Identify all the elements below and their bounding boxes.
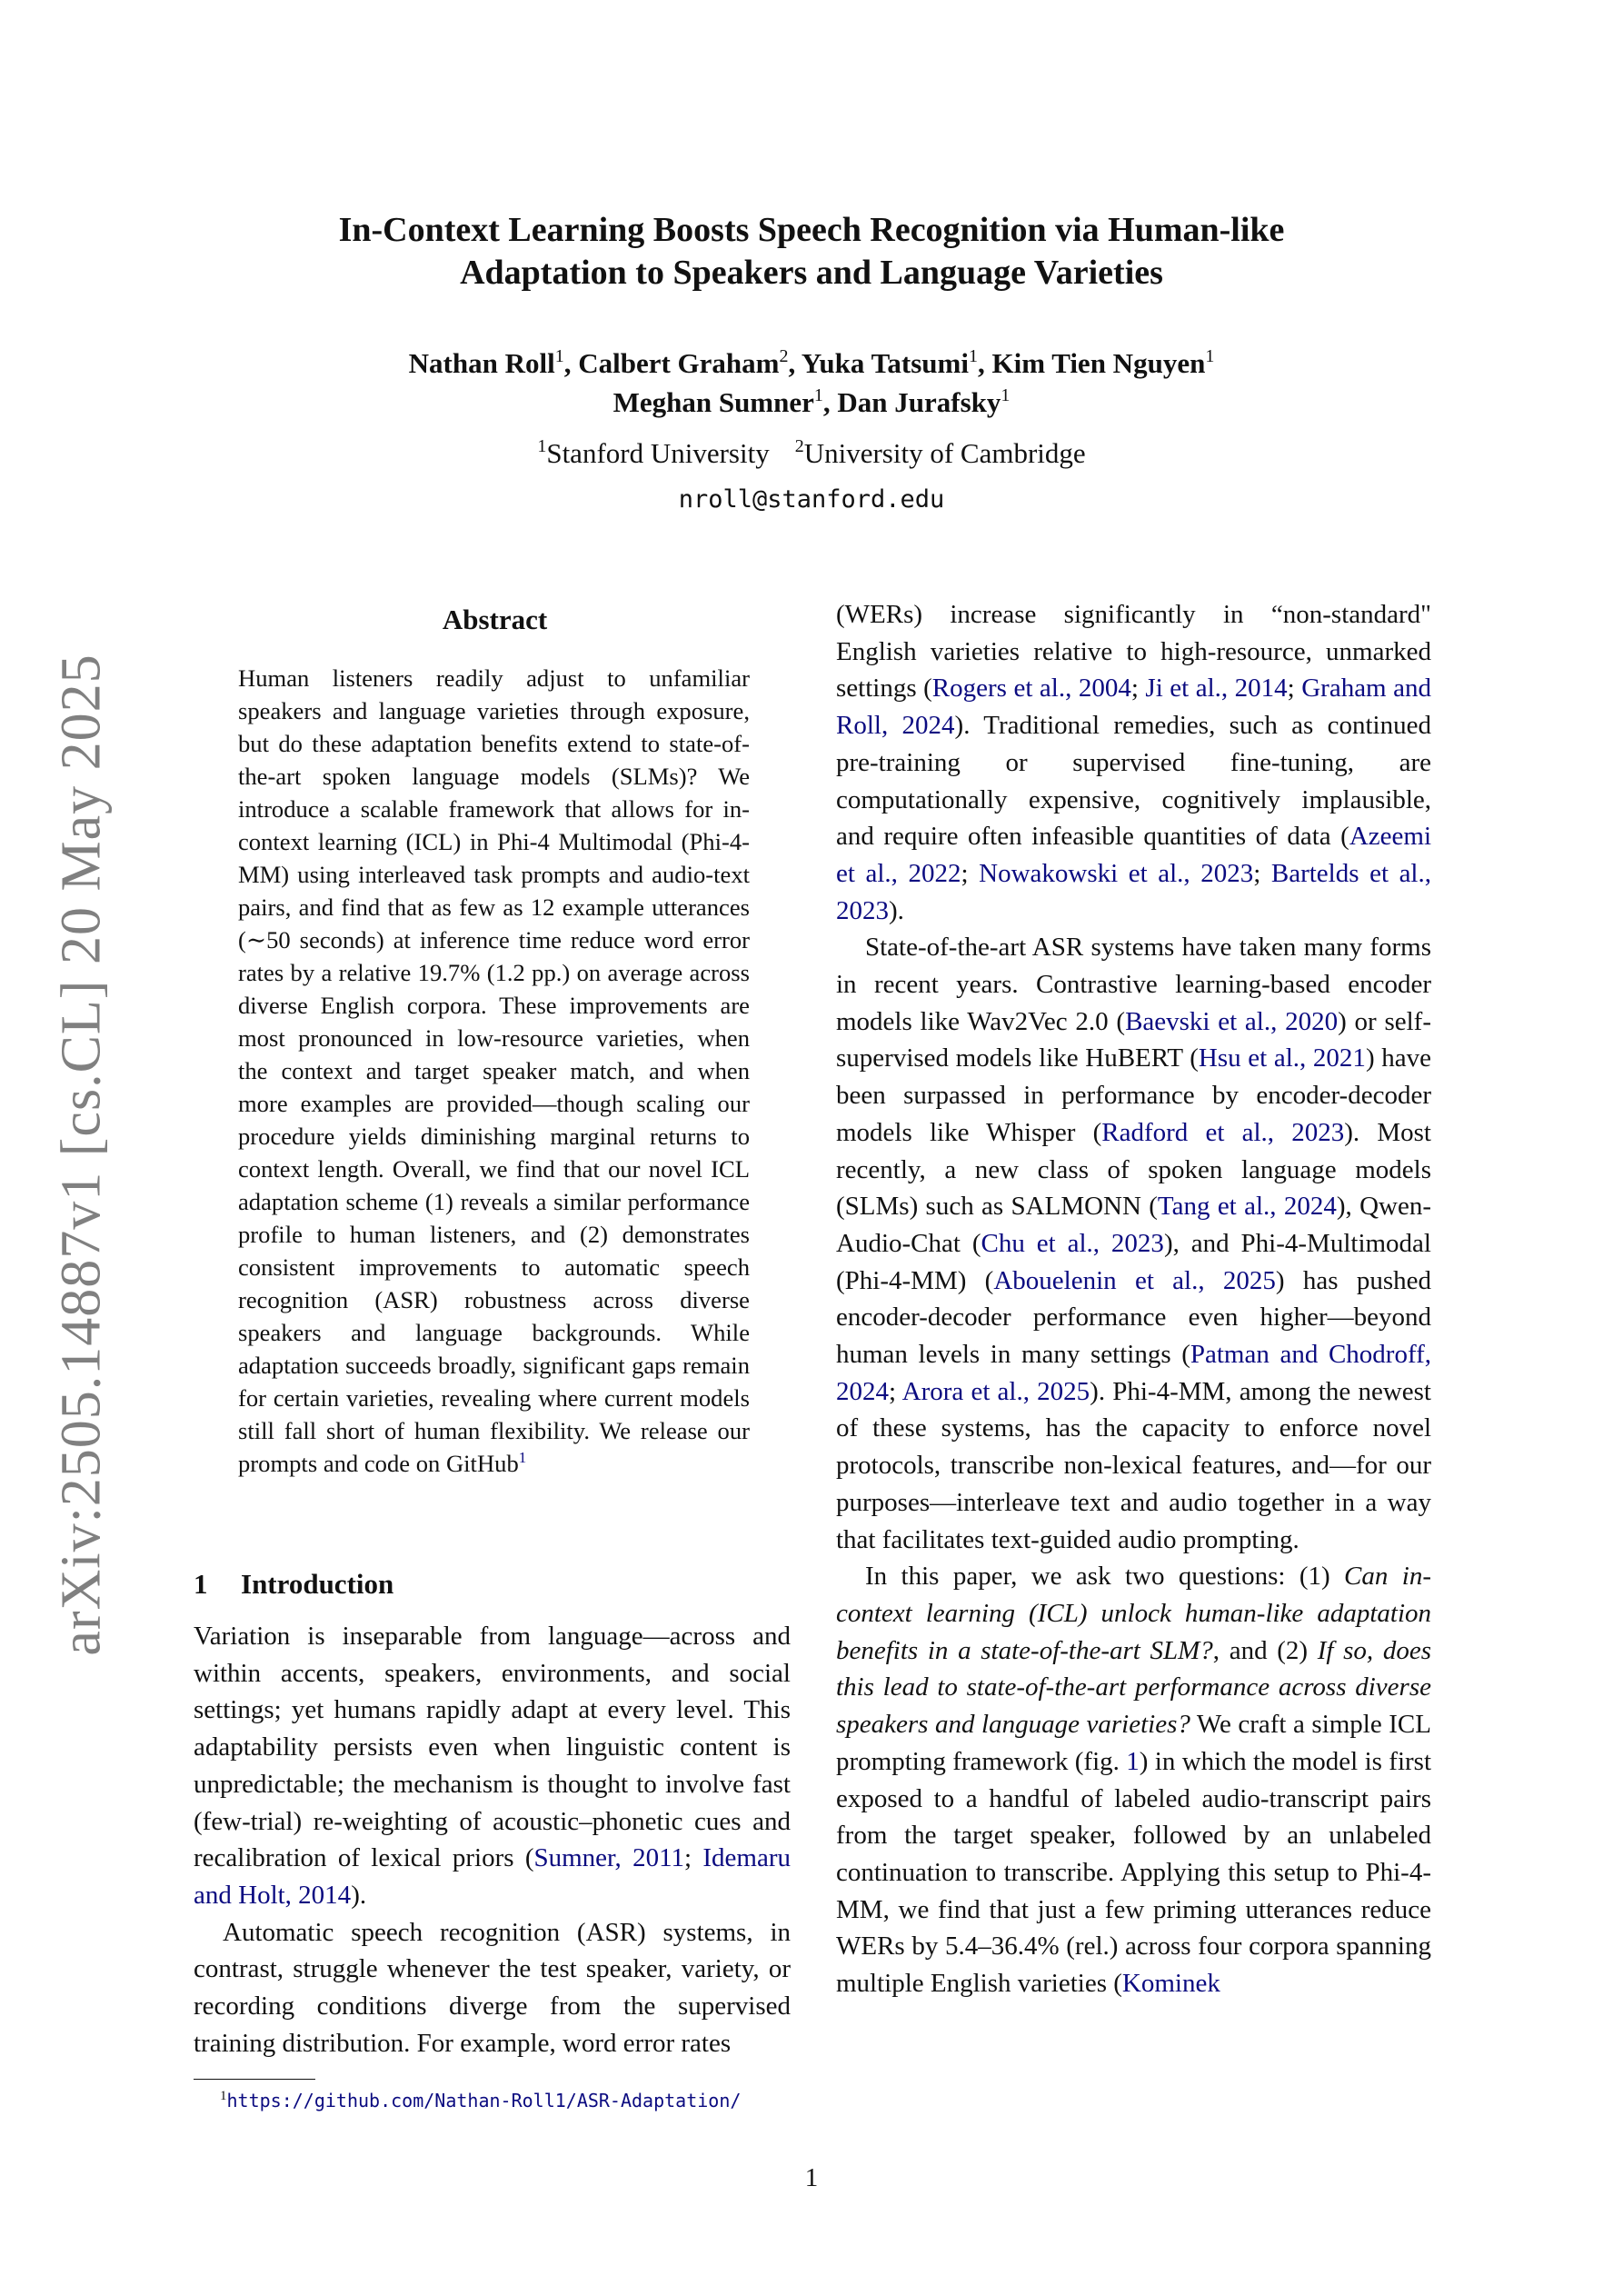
citation-link[interactable]: Nowakowski et al., 2023 [979,858,1254,888]
left-column-body [194,1618,791,2061]
author-line-1 [182,344,1441,383]
paragraph-text: Automatic speech recognition (ASR) systems, in contrast, struggle whenever the test speaker, variety, or recording conditions diverge from the supervised training distribution. For example, word error rates [194,1917,791,2058]
section-title: Introduction [241,1568,394,1600]
paragraph [836,929,1431,1558]
title-line-2: Adaptation to Speakers and Language Varieties [460,254,1163,292]
footnote-marker-link[interactable]: 1 [518,1449,527,1466]
separator: , [563,347,579,379]
arxiv-identifier: arXiv:2505.14887v1 [cs.CL] 20 May 2025 [50,653,113,1656]
citation-link[interactable]: Kominek [1121,1969,1220,1999]
citation-link[interactable]: Radford et al., 2023 [1101,1117,1345,1147]
author-affil-marker: 2 [779,346,789,366]
paragraph-text: (WERs) increase significantly in “non-standard" English varieties relative to high-resource, unmarked settings ( [836,600,1431,704]
paragraph [194,1914,791,2062]
paragraph-text: State-of-the-art ASR systems have taken many forms in recent years. Contrastive learning-based encoder models like Wav2Vec 2.0 ( [836,933,1431,1036]
citation-link[interactable]: Hsu et al., 2021 [1198,1043,1366,1073]
author-affil-marker: 1 [554,346,564,366]
separator: ; [1287,674,1302,704]
figure-reference-link[interactable]: 1 [1126,1746,1140,1776]
paragraph-text: ). [889,895,904,925]
arxiv-identifier-stamp [45,653,118,1656]
paragraph [836,596,1431,929]
paragraph-text: ). Most recently, a new class of spoken language models (SLMs) such as SALMONN ( [836,1117,1431,1222]
separator: ; [1130,674,1146,704]
citation-link[interactable]: Bartelds et al., 2023 [836,858,1431,925]
footnote-divider [194,2079,315,2080]
paragraph-text: We craft a simple ICL prompting framework (fig. [836,1710,1431,1776]
separator: ; [889,1376,902,1406]
separator: ; [684,1843,703,1873]
section-heading-introduction [194,1565,393,1603]
paragraph [194,1618,791,1914]
paragraph-text: ) has pushed encoder-decoder performance even higher—beyond human levels in many settings ( [836,1265,1431,1370]
paragraph-text: ). [351,1880,367,1910]
title-line-1: In-Context Learning Boosts Speech Recognition via Human-like [338,211,1285,249]
citation-link[interactable]: Chu et al., 2023 [981,1228,1164,1258]
separator: ; [1253,858,1271,888]
paragraph-text: ). Phi-4-MM, among the newest of these systems, has the capacity to enforce novel protocols, transcribe non-lexical features, and—for our purposes—interleave text and audio together in a way that facilitates text-guided audio prompting. [836,1376,1431,1554]
paragraph-text: ), Qwen-Audio-Chat ( [836,1192,1431,1258]
separator: , [788,347,802,379]
citation-link[interactable]: Tang et al., 2024 [1157,1192,1337,1222]
separator: ; [961,858,980,888]
citation-link[interactable]: Rogers et al., 2004 [931,674,1131,704]
abstract-text: Human listeners readily adjust to unfamiliar speakers and language varieties through exposure, but do these adaptation benefits extend to state-of-the-art spoken language models (SLMs)? We introduce a scalable framework that allows for in-context learning (ICL) in Phi-4 Multimodal (Phi-4-MM) using interleaved task prompts and audio-text pairs, and find that as few as 12 example utterances (∼50 seconds) at inference time reduce word error rates by a relative 19.7% (1.2 pp.) on average across diverse English corpora. These improvements are most pronounced in low-resource varieties, when the context and target speaker match, and when more examples are provided—though scaling our procedure yields diminishing marginal returns to context length. Overall, we find that our novel ICL adaptation scheme (1) reveals a similar performance profile to human listeners, and (2) demonstrates consistent improvements to automatic speech recognition (ASR) robustness across diverse speakers and language backgrounds. While adaptation succeeds broadly, significant gaps remain for certain varieties, revealing where current models still fall short of human flexibility. We release our prompts and code on GitHub [238,664,750,1477]
paragraph-text: ) in which the model is first exposed to a handful of labeled audio-transcript pairs from the target speaker, followed by an unlabeled continuation to transcribe. Applying this setup to Phi-4-MM, we find that just a few priming utterances reduce WERs by 5.4–36.4% (rel.) across four corpora spanning multiple English varieties ( [836,1746,1432,1999]
paragraph-text: , and (2) [1212,1635,1318,1665]
contact-email[interactable]: nroll@stanford.edu [678,485,945,514]
citation-link[interactable]: Arora et al., 2025 [901,1376,1090,1406]
github-link[interactable]: https://github.com/Nathan-Roll1/ASR-Adaptation/ [226,2090,742,2111]
author-affil-marker: 1 [1205,346,1215,366]
paper-title [182,209,1441,294]
section-number: 1 [194,1568,208,1600]
author-name: Yuka Tatsumi [801,347,969,379]
abstract-body [238,662,750,1480]
author-affil-marker: 1 [1001,385,1011,405]
citation-link[interactable]: Sumner, 2011 [533,1843,685,1873]
affiliation-name: Stanford University [546,437,770,469]
author-affil-marker: 1 [968,346,978,366]
citation-link[interactable]: Azeemi et al., 2022 [836,822,1431,888]
page-number: 1 [804,2163,819,2192]
affiliation-marker: 1 [537,436,547,456]
research-question-2: If so, does this lead to state-of-the-art performance across diverse speakers and language varieties? [836,1635,1431,1740]
paragraph-text: In this paper, we ask two questions: (1) [865,1562,1345,1592]
separator: , [822,386,838,418]
author-name: Nathan Roll [408,347,555,379]
author-name: Meghan Sumner [612,386,814,418]
footnote-number: 1 [220,2089,227,2103]
citation-link[interactable]: Graham and Roll, 2024 [836,674,1432,741]
paragraph-text: Variation is inseparable from language—across and within accents, speakers, environments, and social settings; yet humans rapidly adapt at every level. This adaptability persists even when linguistic content is unpredictable; the mechanism is thought to involve fast (few-trial) re-weighting of acoustic–phonetic cues and recalibration of lexical priors ( [194,1622,791,1873]
affiliations [182,434,1441,473]
paragraph-text: ) have been surpassed in performance by encoder-decoder models like Whisper ( [836,1043,1431,1147]
citation-link[interactable]: Idemaru and Holt, 2014 [194,1843,791,1910]
author-name: Kim Tien Nguyen [991,347,1206,379]
citation-link[interactable]: Baevski et al., 2020 [1125,1006,1339,1036]
abstract-heading: Abstract [442,604,548,635]
citation-link[interactable]: Abouelenin et al., 2025 [993,1265,1276,1295]
affiliation-name: University of Cambridge [803,437,1086,469]
author-name: Dan Jurafsky [837,386,1001,418]
author-line-2 [182,383,1441,422]
paragraph-text: ). Traditional remedies, such as continued pre-training or supervised fine-tuning, are computationally expensive, cognitively implausible, and require often infeasible quantities of data ( [836,711,1431,852]
separator: , [977,347,992,379]
author-list [182,344,1441,422]
paragraph-text: ), and Phi-4-Multimodal (Phi-4-MM) ( [836,1228,1431,1295]
author-affil-marker: 1 [813,385,823,405]
citation-link[interactable]: Patman and Chodroff, 2024 [836,1340,1431,1406]
right-column-body [836,596,1431,2002]
paragraph-text: ) or self-supervised models like HuBERT ( [836,1006,1431,1073]
author-name: Calbert Graham [578,347,780,379]
research-question-1: Can in-context learning (ICL) unlock human-like adaptation benefits in a state-of-the-art SLM? [836,1562,1431,1665]
footnote [220,2088,741,2113]
affiliation-marker: 2 [794,436,804,456]
paragraph [836,1558,1431,2002]
citation-link[interactable]: Ji et al., 2014 [1145,674,1288,704]
